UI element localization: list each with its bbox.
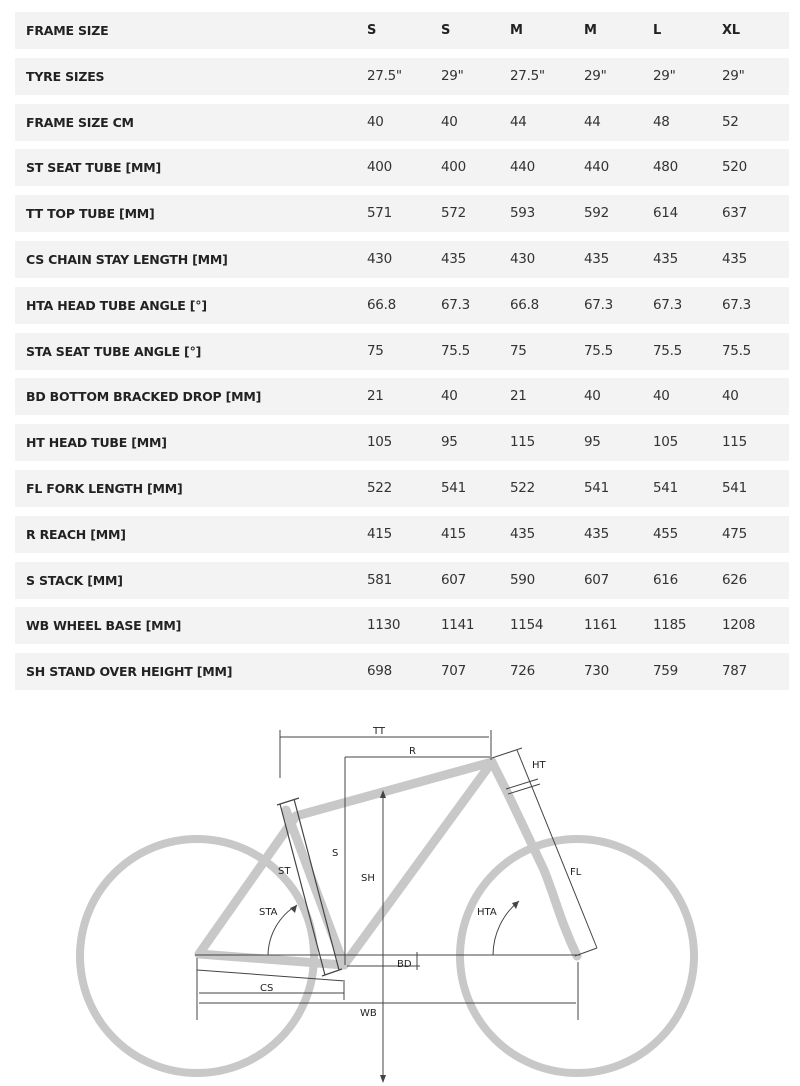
row-value: 541 [653, 479, 678, 496]
row-value: 75.5 [722, 342, 751, 359]
row-value: 400 [367, 159, 392, 176]
row-value: 435 [510, 525, 535, 542]
label-wb: WB [360, 1008, 377, 1019]
row-value: 435 [722, 250, 747, 267]
row-value: 607 [441, 571, 466, 588]
row-value: 787 [722, 663, 747, 680]
row-label: ST SEAT TUBE [MM] [26, 160, 162, 176]
size-header: M [510, 23, 523, 38]
table-row [15, 516, 789, 553]
row-value: 67.3 [441, 296, 470, 313]
row-value: 415 [367, 525, 392, 542]
row-value: 1154 [510, 617, 544, 634]
row-value: 95 [441, 434, 458, 451]
row-value: 435 [441, 250, 466, 267]
row-value: 21 [367, 388, 384, 405]
row-value: 455 [653, 525, 678, 542]
bike-geometry-diagram [0, 700, 800, 1086]
row-value: 44 [584, 113, 601, 130]
row-value: 541 [584, 479, 609, 496]
row-value: 400 [441, 159, 466, 176]
size-header: S [367, 23, 377, 38]
row-value: 415 [441, 525, 466, 542]
row-value: 1130 [367, 617, 401, 634]
row-value: 75 [510, 342, 527, 359]
table-row [15, 195, 789, 232]
row-label: BD BOTTOM BRACKED DROP [MM] [26, 389, 262, 405]
row-value: 1161 [584, 617, 618, 634]
table-body [15, 58, 789, 690]
row-value: 435 [584, 525, 609, 542]
label-bd: BD [397, 959, 412, 970]
label-sta: STA [259, 907, 278, 918]
row-value: 726 [510, 663, 535, 680]
row-value: 435 [653, 250, 678, 267]
label-st: ST [278, 866, 291, 877]
row-value: 593 [510, 205, 535, 222]
row-value: 1185 [653, 617, 687, 634]
table-row [15, 287, 789, 324]
table-row [15, 424, 789, 461]
table-row [15, 562, 789, 599]
row-value: 29" [722, 67, 745, 84]
row-value: 66.8 [367, 296, 396, 313]
label-sh: SH [361, 873, 375, 884]
row-value: 522 [367, 479, 392, 496]
table-row [15, 378, 789, 415]
table-header-row [15, 12, 789, 49]
row-value: 105 [653, 434, 678, 451]
row-value: 95 [584, 434, 601, 451]
measurement-lines [195, 730, 597, 1080]
row-label: FL FORK LENGTH [MM] [26, 480, 183, 496]
label-fl: FL [570, 867, 582, 878]
row-label: TYRE SIZES [26, 68, 105, 84]
row-value: 1208 [722, 617, 756, 634]
row-value: 572 [441, 205, 466, 222]
row-value: 571 [367, 205, 392, 222]
label-ht: HT [532, 760, 546, 771]
row-value: 52 [722, 113, 739, 130]
row-value: 67.3 [653, 296, 682, 313]
header-label: FRAME SIZE [26, 23, 109, 38]
row-value: 29" [441, 67, 464, 84]
row-value: 607 [584, 571, 609, 588]
row-value: 1141 [441, 617, 475, 634]
table-row [15, 333, 789, 370]
row-value: 522 [510, 479, 535, 496]
row-value: 541 [722, 479, 747, 496]
row-value: 115 [722, 434, 747, 451]
row-value: 40 [722, 388, 739, 405]
size-header: M [584, 23, 597, 38]
row-label: R REACH [MM] [26, 526, 126, 542]
row-label: WB WHEEL BASE [MM] [26, 618, 182, 634]
size-header: XL [722, 23, 740, 38]
table-row [15, 58, 789, 95]
row-value: 430 [367, 250, 392, 267]
label-s: S [332, 848, 339, 859]
row-value: 440 [510, 159, 535, 176]
label-tt: TT [373, 726, 386, 737]
row-value: 616 [653, 571, 678, 588]
row-value: 707 [441, 663, 466, 680]
label-hta: HTA [477, 907, 497, 918]
row-value: 40 [367, 113, 384, 130]
row-value: 520 [722, 159, 747, 176]
row-label: HTA HEAD TUBE ANGLE [°] [26, 297, 207, 313]
row-value: 44 [510, 113, 527, 130]
row-label: SH STAND OVER HEIGHT [MM] [26, 664, 233, 680]
row-value: 40 [584, 388, 601, 405]
arrow-heads [290, 790, 519, 1083]
label-r: R [409, 746, 416, 757]
row-value: 67.3 [584, 296, 613, 313]
row-value: 29" [584, 67, 607, 84]
row-label: STA SEAT TUBE ANGLE [°] [26, 343, 202, 359]
row-value: 40 [653, 388, 670, 405]
row-value: 48 [653, 113, 670, 130]
size-header: L [653, 23, 661, 38]
row-value: 75.5 [584, 342, 613, 359]
row-value: 475 [722, 525, 747, 542]
row-value: 541 [441, 479, 466, 496]
row-label: CS CHAIN STAY LENGTH [MM] [26, 251, 228, 267]
row-value: 581 [367, 571, 392, 588]
table-row [15, 470, 789, 507]
row-value: 637 [722, 205, 747, 222]
row-value: 614 [653, 205, 678, 222]
row-value: 435 [584, 250, 609, 267]
row-value: 759 [653, 663, 678, 680]
row-value: 480 [653, 159, 678, 176]
label-cs: CS [260, 983, 274, 994]
row-value: 75 [367, 342, 384, 359]
row-value: 105 [367, 434, 392, 451]
table-row [15, 607, 789, 644]
row-value: 29" [653, 67, 676, 84]
size-header: S [441, 23, 451, 38]
row-value: 21 [510, 388, 527, 405]
row-label: S STACK [MM] [26, 572, 123, 588]
row-value: 27.5" [510, 67, 545, 84]
row-value: 590 [510, 571, 535, 588]
row-value: 626 [722, 571, 747, 588]
row-value: 40 [441, 388, 458, 405]
row-value: 730 [584, 663, 609, 680]
table-row [15, 149, 789, 186]
geometry-table [15, 12, 789, 699]
table-row [15, 653, 789, 690]
row-value: 27.5" [367, 67, 402, 84]
bike-frame [199, 762, 577, 965]
row-value: 66.8 [510, 296, 539, 313]
row-value: 592 [584, 205, 609, 222]
row-value: 75.5 [653, 342, 682, 359]
row-label: TT TOP TUBE [MM] [26, 206, 155, 222]
row-value: 40 [441, 113, 458, 130]
row-value: 698 [367, 663, 392, 680]
row-label: HT HEAD TUBE [MM] [26, 435, 167, 451]
row-value: 440 [584, 159, 609, 176]
row-value: 75.5 [441, 342, 470, 359]
row-value: 115 [510, 434, 535, 451]
row-label: FRAME SIZE CM [26, 114, 134, 130]
row-value: 430 [510, 250, 535, 267]
table-row [15, 241, 789, 278]
row-value: 67.3 [722, 296, 751, 313]
table-row [15, 104, 789, 141]
